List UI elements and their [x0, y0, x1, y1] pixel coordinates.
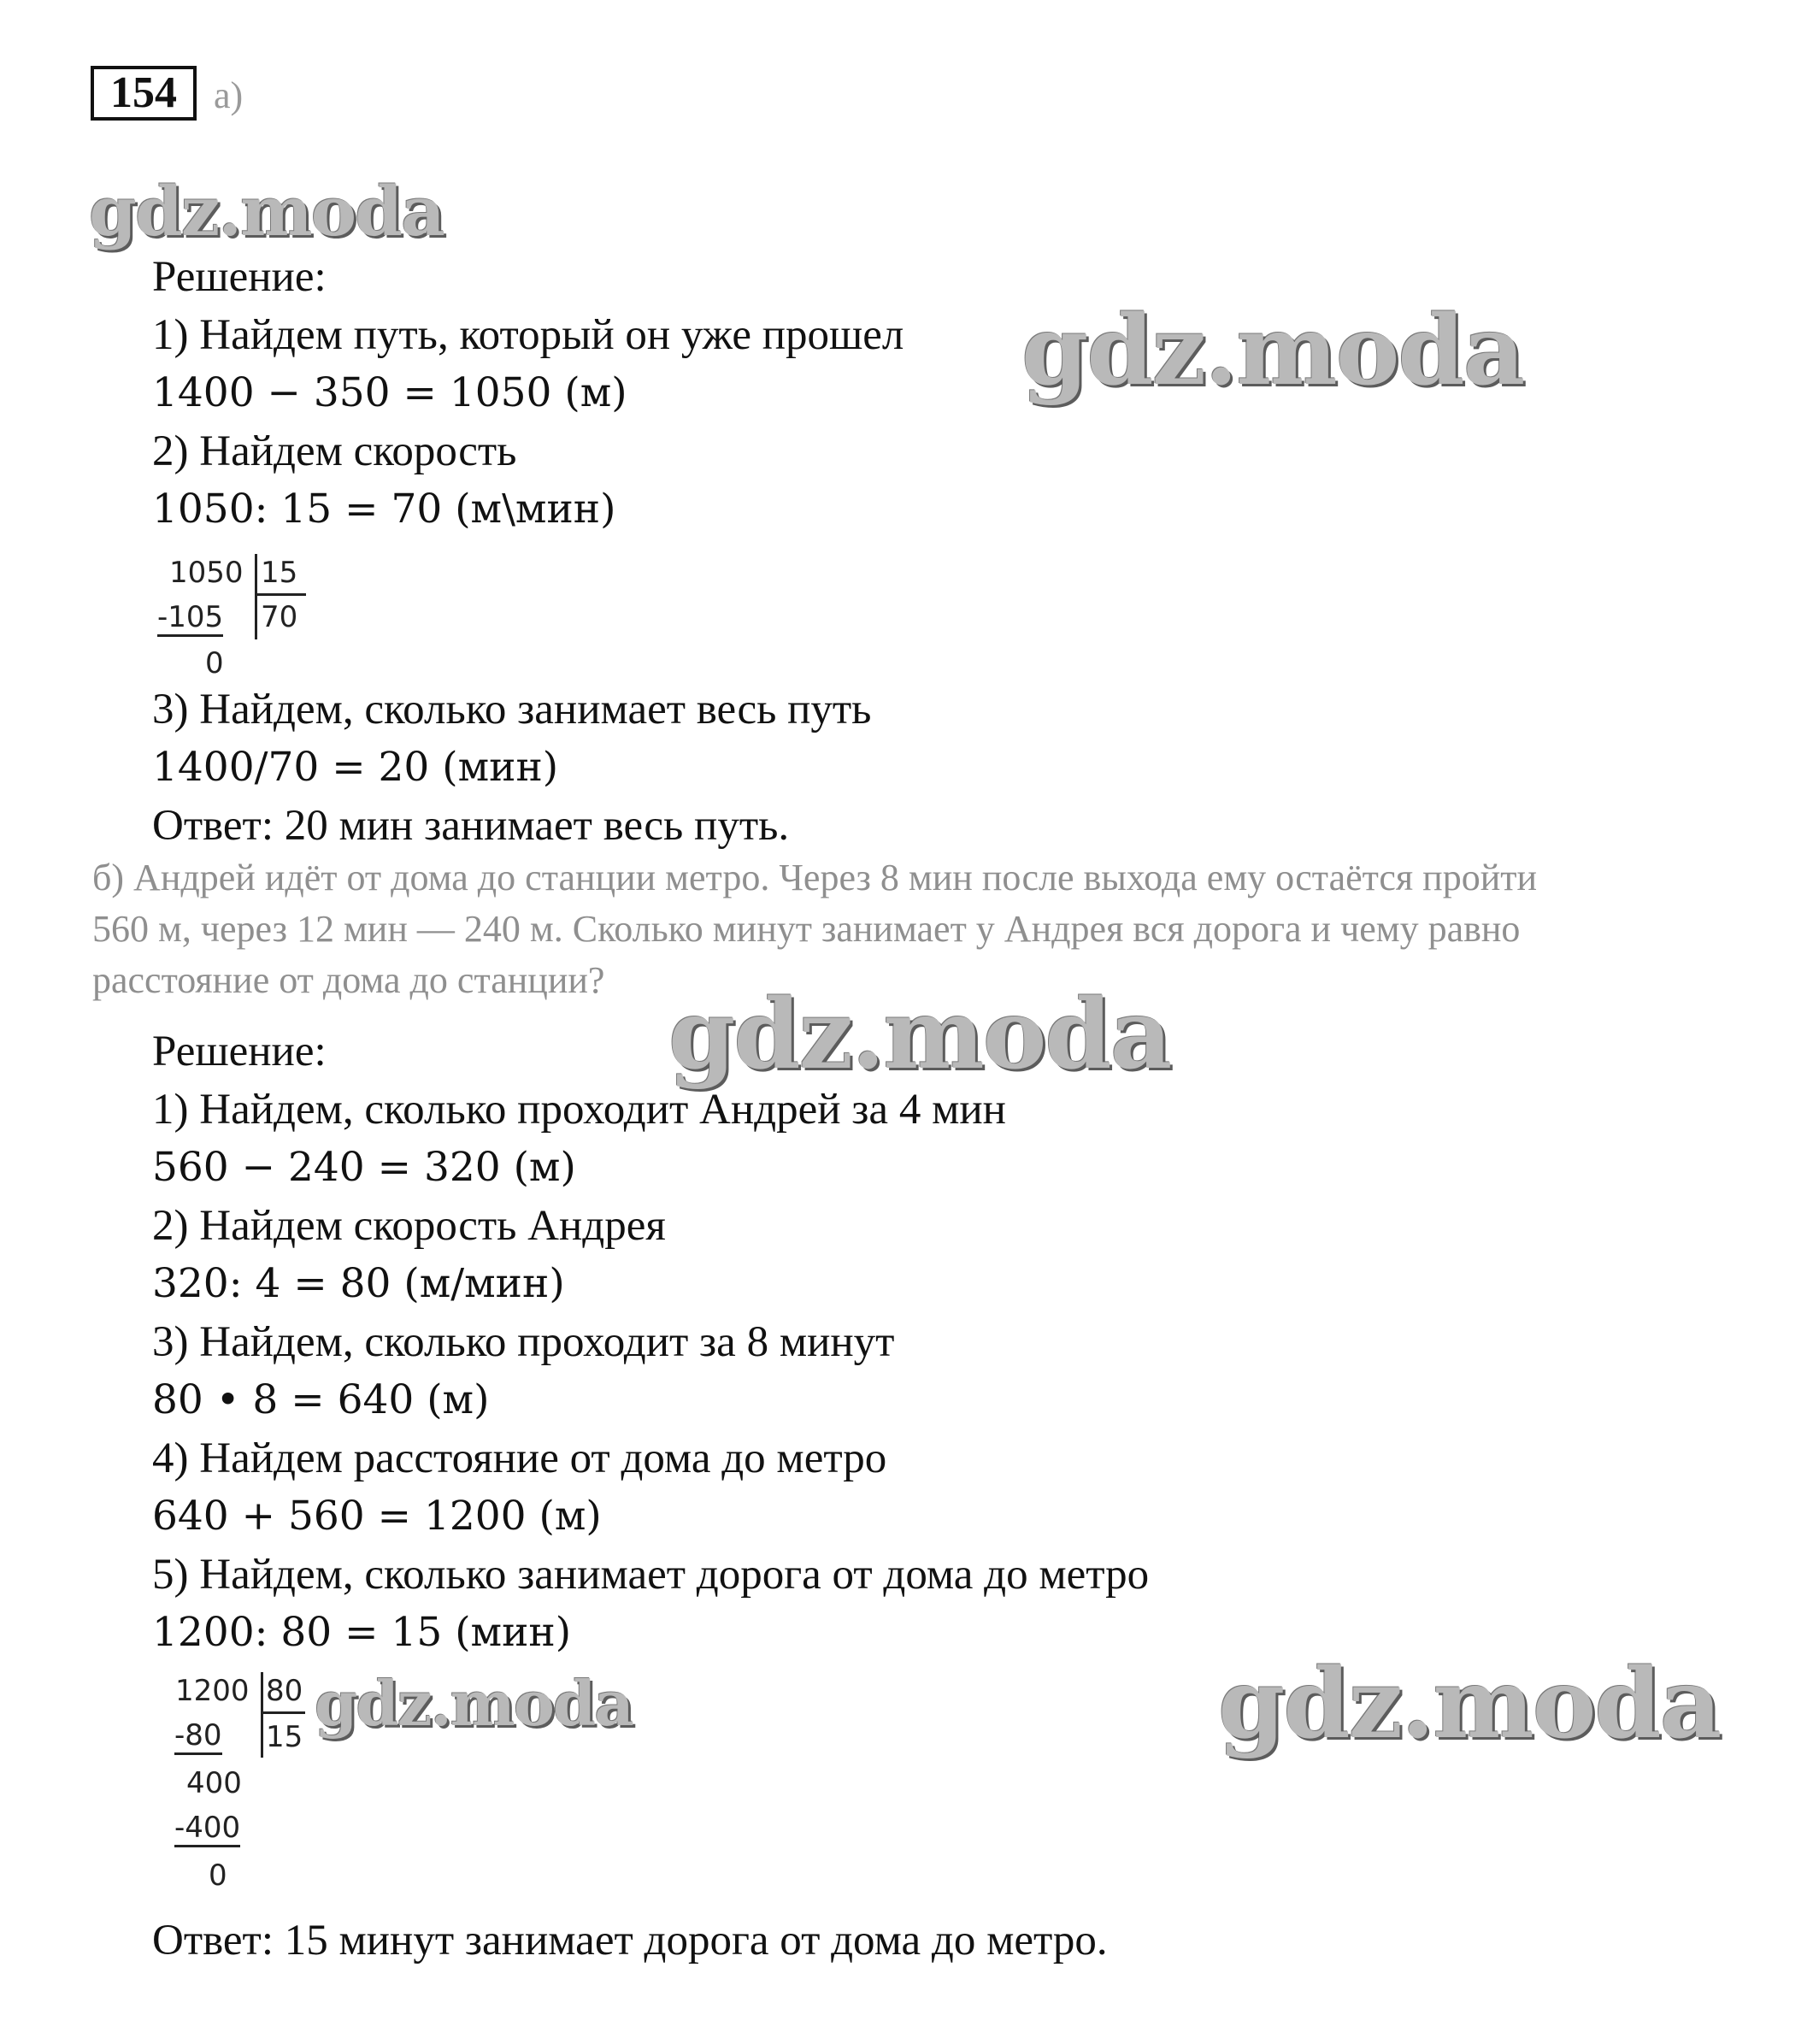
- step-text: 5) Найдем, сколько занимает дорога от дома до метро: [152, 1551, 1150, 1599]
- dividend: 1050: [169, 556, 244, 590]
- remainder: 0: [209, 1858, 227, 1893]
- division-bar: [255, 593, 306, 596]
- quotient: 70: [261, 600, 298, 634]
- watermark: gdz.moda: [1218, 1648, 1721, 1760]
- quotient: 15: [266, 1720, 303, 1754]
- subtrahend: -400: [174, 1811, 240, 1847]
- part-a-label: а): [214, 74, 244, 116]
- answer: Ответ: 15 минут занимает дорога от дома до метро.: [152, 1917, 1108, 1964]
- step-text: 2) Найдем скорость Андрея: [152, 1202, 666, 1250]
- step-text: 1) Найдем, сколько проходит Андрей за 4 мин: [152, 1086, 1006, 1134]
- step-text: 1) Найдем путь, который он уже прошел: [152, 311, 904, 359]
- equation: 1400/70 = 20 (мин): [152, 744, 559, 791]
- task-text: 560 м, через 12 мин — 240 м. Сколько минут занимает у Андрея вся дорога и чему равно: [92, 908, 1521, 950]
- subtrahend: -105: [157, 600, 223, 637]
- equation: 1400 − 350 = 1050 (м): [152, 369, 627, 416]
- watermark: gdz.moda: [1021, 295, 1524, 407]
- equation: 560 − 240 = 320 (м): [152, 1144, 576, 1191]
- division-bar: [255, 554, 257, 639]
- remainder: 0: [205, 646, 224, 680]
- equation: 320: 4 = 80 (м/мин): [152, 1260, 565, 1307]
- step-text: 3) Найдем, сколько проходит за 8 минут: [152, 1318, 895, 1366]
- division-bar: [261, 1672, 263, 1758]
- problem-number: 154: [91, 66, 197, 121]
- dividend: 1200: [175, 1674, 250, 1708]
- watermark: gdz.moda: [315, 1667, 633, 1740]
- task-text: расстояние от дома до станции?: [92, 959, 605, 1001]
- equation: 1050: 15 = 70 (м\мин): [152, 486, 616, 533]
- step-text: 3) Найдем, сколько занимает весь путь: [152, 686, 872, 733]
- watermark: gdz.moda: [668, 979, 1171, 1091]
- division-bar: [261, 1711, 305, 1714]
- partial-dividend: 400: [186, 1766, 242, 1800]
- watermark: gdz.moda: [89, 171, 444, 251]
- divisor: 15: [261, 556, 298, 590]
- solution-label: Решение:: [152, 1028, 327, 1075]
- subtrahend: -80: [174, 1718, 222, 1755]
- task-text: б) Андрей идёт от дома до станции метро. Через 8 мин после выхода ему остаётся пройти: [92, 857, 1538, 898]
- equation: 80 • 8 = 640 (м): [152, 1376, 490, 1423]
- equation: 640 + 560 = 1200 (м): [152, 1493, 602, 1540]
- answer: Ответ: 20 мин занимает весь путь.: [152, 802, 790, 850]
- equation: 1200: 80 = 15 (мин): [152, 1609, 572, 1656]
- step-text: 4) Найдем расстояние от дома до метро: [152, 1434, 887, 1482]
- divisor: 80: [266, 1674, 303, 1708]
- step-text: 2) Найдем скорость: [152, 427, 517, 475]
- solution-label: Решение:: [152, 253, 327, 301]
